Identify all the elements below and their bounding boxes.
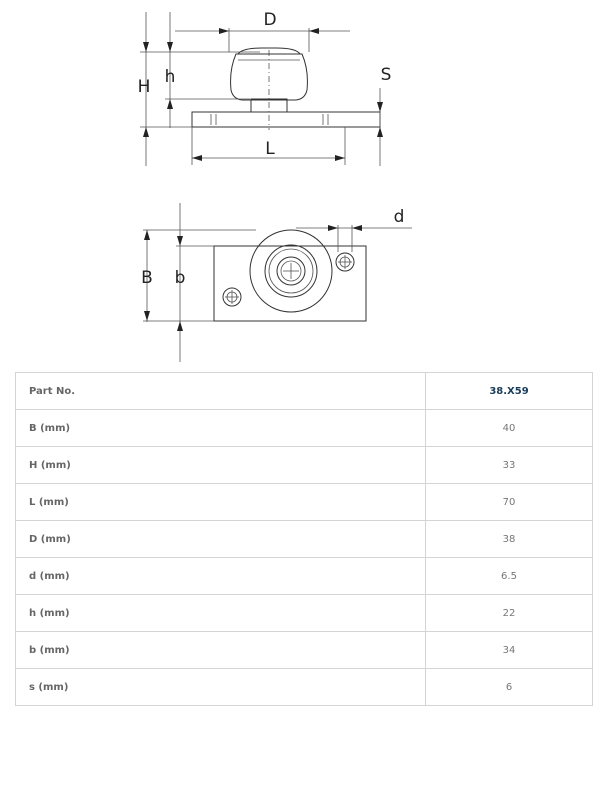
row-label: B (mm) — [16, 410, 426, 447]
table-row — [16, 447, 593, 484]
row-label: s (mm) — [16, 669, 426, 706]
table-row — [16, 558, 593, 595]
row-value: 22 — [426, 595, 593, 632]
row-label: b (mm) — [16, 632, 426, 669]
dim-label-d: d — [393, 207, 405, 227]
row-label: Part No. — [16, 373, 426, 410]
dim-label-B: B — [141, 268, 153, 288]
dim-label-L: L — [265, 139, 275, 159]
base-plate-side — [192, 112, 380, 127]
row-value: 6 — [426, 669, 593, 706]
row-label: L (mm) — [16, 484, 426, 521]
table-row — [16, 595, 593, 632]
dim-label-H: H — [137, 77, 151, 97]
row-value: 70 — [426, 484, 593, 521]
table-row — [16, 484, 593, 521]
technical-drawings — [0, 0, 600, 370]
row-value: 33 — [426, 447, 593, 484]
row-value: 38.X59 — [426, 373, 593, 410]
row-label: d (mm) — [16, 558, 426, 595]
row-label: D (mm) — [16, 521, 426, 558]
table-row — [16, 410, 593, 447]
side-view-drawing — [0, 0, 600, 370]
row-value: 34 — [426, 632, 593, 669]
row-value: 38 — [426, 521, 593, 558]
dim-label-S: S — [380, 65, 392, 85]
table-row-part-no — [16, 373, 593, 410]
row-label: h (mm) — [16, 595, 426, 632]
table-row — [16, 669, 593, 706]
row-label: H (mm) — [16, 447, 426, 484]
table-row — [16, 632, 593, 669]
row-value: 6.5 — [426, 558, 593, 595]
dim-label-b: b — [174, 268, 186, 288]
spec-table — [15, 372, 593, 706]
dim-label-D: D — [263, 10, 277, 30]
table-row — [16, 521, 593, 558]
row-value: 40 — [426, 410, 593, 447]
dim-label-h: h — [164, 67, 176, 87]
